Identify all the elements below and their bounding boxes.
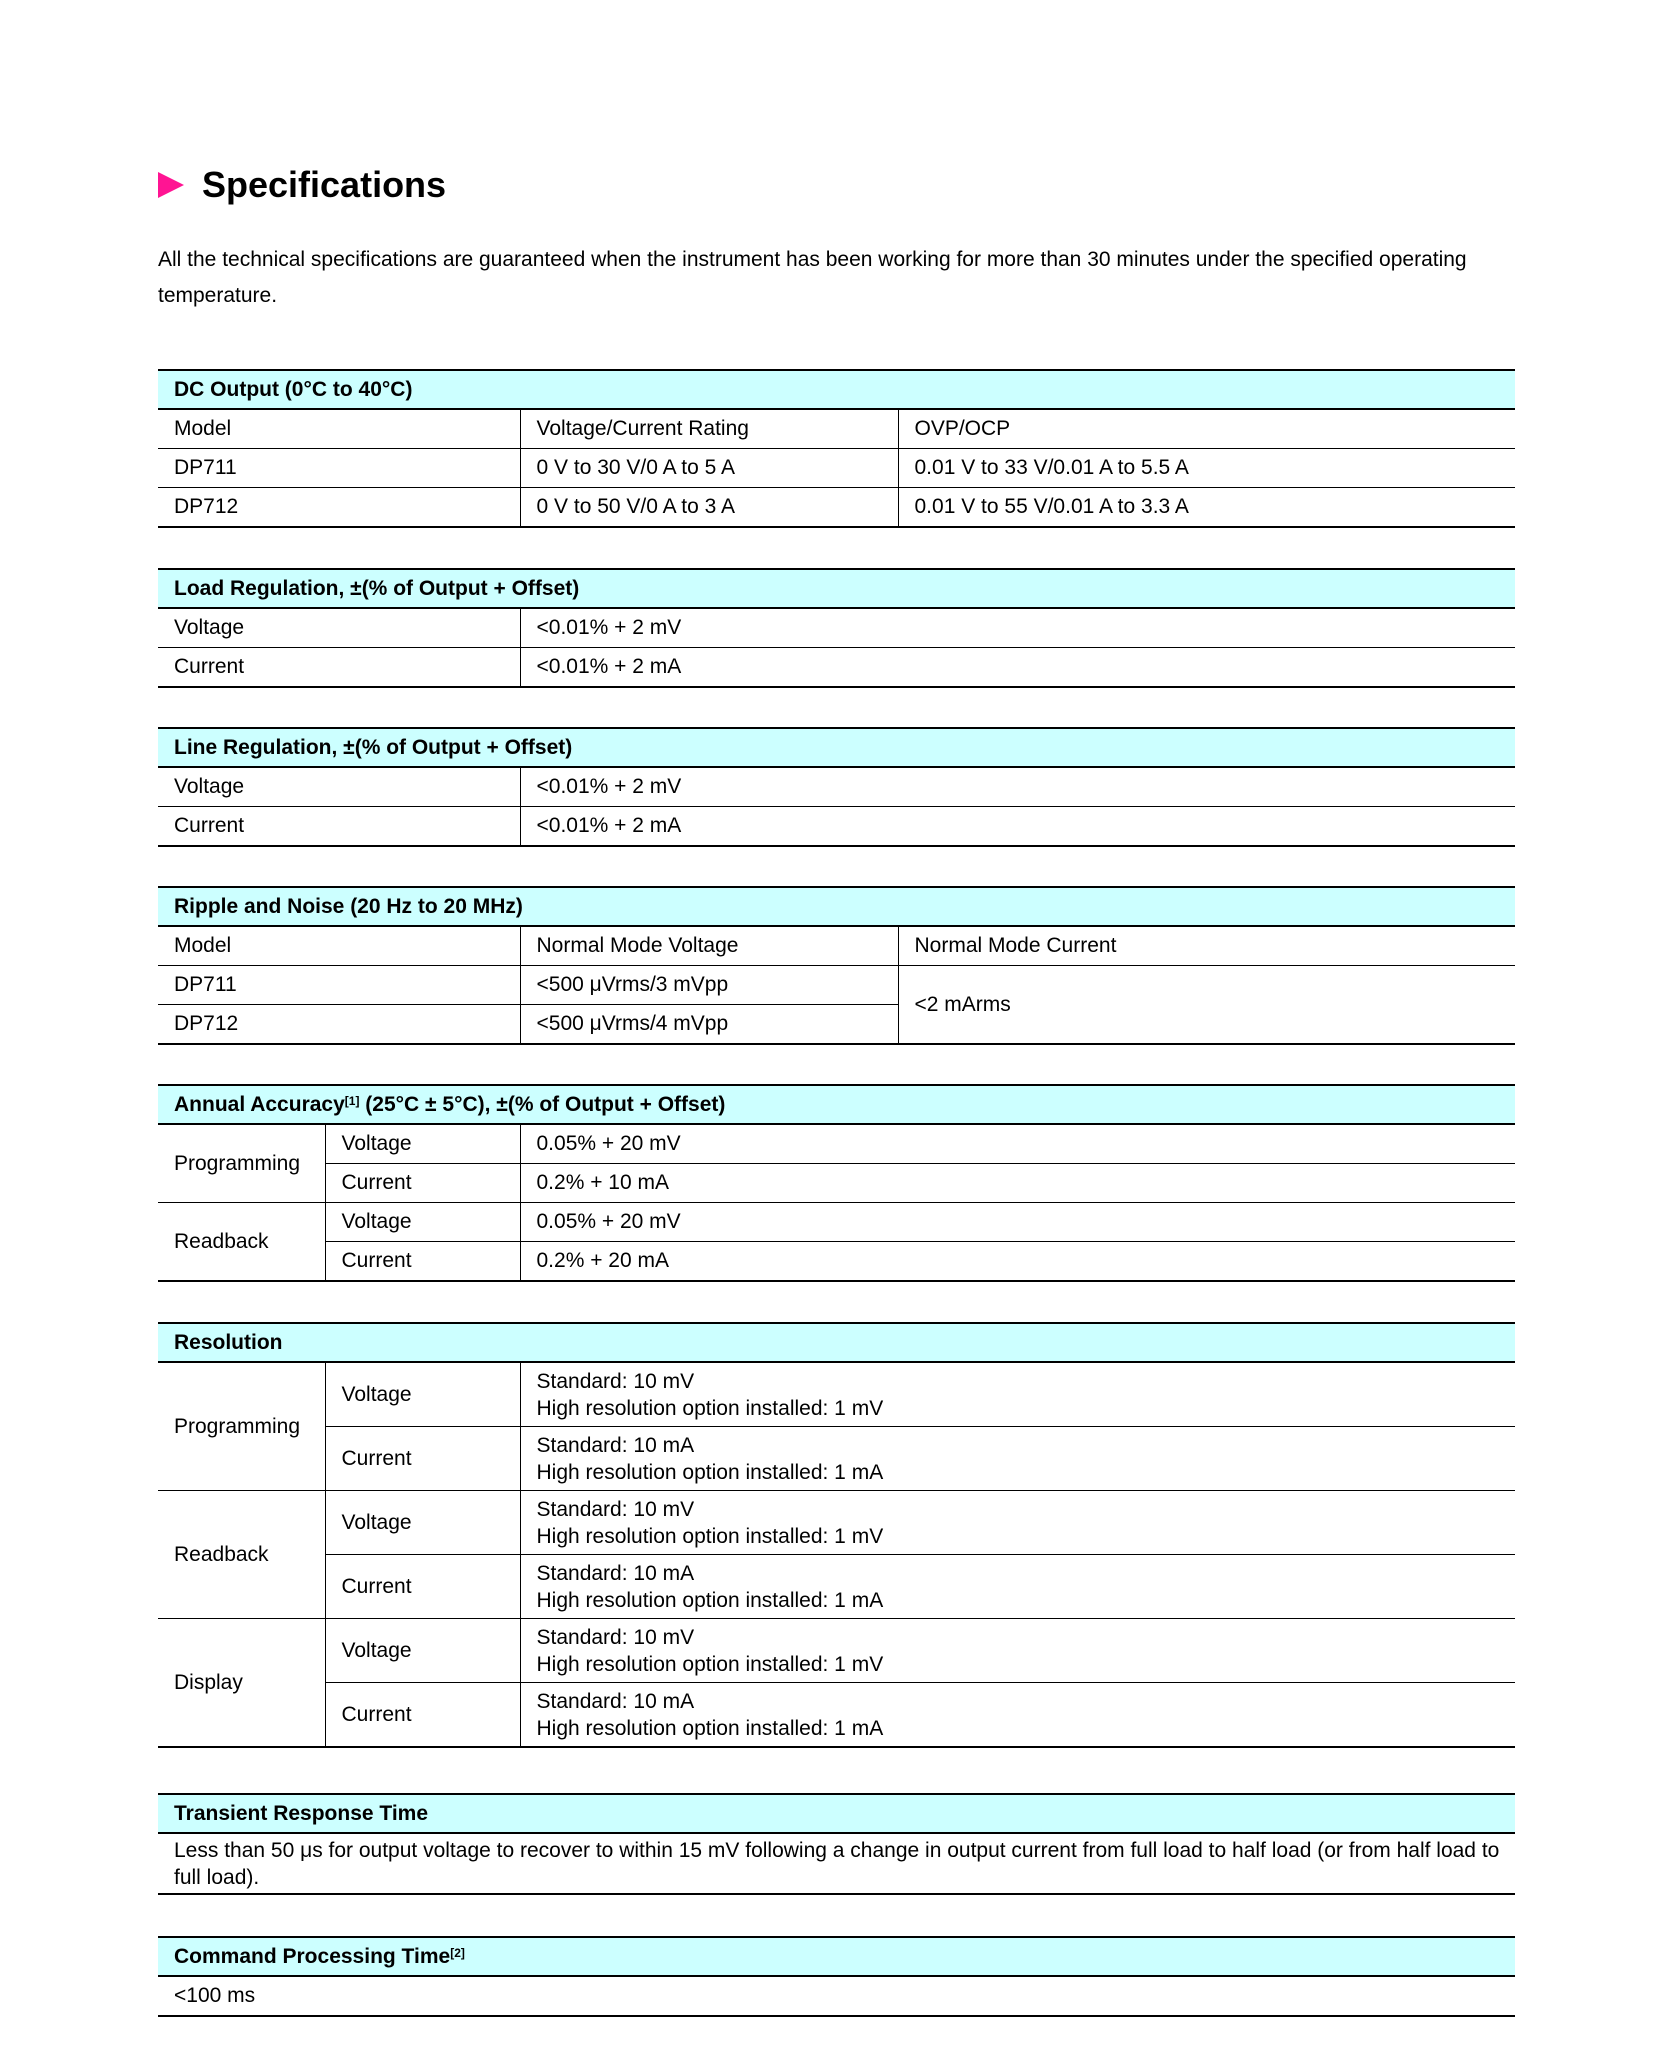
column-header: OVP/OCP	[898, 409, 1515, 449]
table-cell: Voltage	[158, 767, 520, 807]
command-processing-table	[158, 1936, 1515, 2017]
resolution-standard: Standard: 10 mA	[536, 1561, 695, 1585]
table-cell	[520, 1683, 1515, 1748]
table-cell: DP711	[158, 449, 520, 488]
table-cell: <500 μVrms/3 mVpp	[520, 966, 898, 1005]
group-label: Programming	[158, 1362, 325, 1491]
resolution-high: High resolution option installed: 1 mV	[536, 1524, 884, 1548]
table-cell: Voltage	[325, 1124, 520, 1164]
table-cell	[520, 1555, 1515, 1619]
table-title: Transient Response Time	[158, 1794, 1515, 1833]
table-cell: Current	[158, 807, 520, 847]
intro-paragraph: All the technical specifications are guaranteed when the instrument has been working for more than 30 minutes under the specified operating temperature.	[158, 248, 1467, 307]
resolution-high: High resolution option installed: 1 mA	[536, 1716, 884, 1740]
table-cell: 0.01 V to 33 V/0.01 A to 5.5 A	[898, 449, 1515, 488]
resolution-standard: Standard: 10 mV	[536, 1625, 695, 1649]
group-label: Programming	[158, 1124, 325, 1203]
table-cell: Voltage	[325, 1619, 520, 1683]
line-regulation-table	[158, 727, 1515, 847]
column-header: Model	[158, 409, 520, 449]
page-title: Specifications	[202, 164, 447, 205]
table-cell: Voltage	[325, 1203, 520, 1242]
table-cell: Current	[325, 1427, 520, 1491]
table-title	[158, 1085, 1515, 1124]
table-cell	[520, 1491, 1515, 1555]
table-cell: Current	[325, 1164, 520, 1203]
resolution-standard: Standard: 10 mV	[536, 1497, 695, 1521]
table-cell: 0.01 V to 55 V/0.01 A to 3.3 A	[898, 488, 1515, 528]
table-title: Load Regulation, ±(% of Output + Offset)	[158, 569, 1515, 608]
table-title: DC Output (0°C to 40°C)	[158, 370, 1515, 409]
resolution-standard: Standard: 10 mV	[536, 1369, 695, 1393]
load-regulation-table	[158, 568, 1515, 688]
resolution-high: High resolution option installed: 1 mA	[536, 1460, 884, 1484]
table-cell: Current	[325, 1242, 520, 1282]
table-title-text: Annual Accuracy	[174, 1092, 345, 1116]
column-header: Normal Mode Current	[898, 926, 1515, 966]
resolution-high: High resolution option installed: 1 mV	[536, 1652, 884, 1676]
group-label: Readback	[158, 1203, 325, 1282]
column-header: Normal Mode Voltage	[520, 926, 898, 966]
table-cell: Less than 50 μs for output voltage to recover to within 15 mV following a change in output current from full load to half load (or from half load to full load).	[158, 1833, 1515, 1894]
table-cell: DP712	[158, 488, 520, 528]
dc-output-table	[158, 369, 1515, 528]
resolution-standard: Standard: 10 mA	[536, 1433, 695, 1457]
column-header: Model	[158, 926, 520, 966]
table-cell: 0 V to 50 V/0 A to 3 A	[520, 488, 898, 528]
resolution-high: High resolution option installed: 1 mA	[536, 1588, 884, 1612]
table-cell: Current	[325, 1555, 520, 1619]
arrow-bullet-icon	[158, 172, 184, 198]
footnote-ref: [1]	[344, 1093, 360, 1108]
table-title-text: Command Processing Time	[174, 1944, 451, 1968]
table-cell: 0.05% + 20 mV	[520, 1203, 1515, 1242]
ripple-noise-table	[158, 886, 1515, 1045]
table-cell: Voltage	[158, 608, 520, 648]
annual-accuracy-table	[158, 1084, 1515, 1282]
table-cell: 0.2% + 20 mA	[520, 1242, 1515, 1282]
table-cell	[520, 1619, 1515, 1683]
table-title-text: (25°C ± 5°C), ±(% of Output + Offset)	[359, 1092, 726, 1116]
table-title: Ripple and Noise (20 Hz to 20 MHz)	[158, 887, 1515, 926]
table-cell: DP711	[158, 966, 520, 1005]
section-heading	[158, 160, 446, 210]
table-title	[158, 1937, 1515, 1976]
resolution-table	[158, 1322, 1515, 1748]
table-cell: <0.01% + 2 mA	[520, 807, 1515, 847]
resolution-high: High resolution option installed: 1 mV	[536, 1396, 884, 1420]
table-cell	[520, 1362, 1515, 1427]
resolution-standard: Standard: 10 mA	[536, 1689, 695, 1713]
table-cell: <0.01% + 2 mA	[520, 648, 1515, 688]
table-cell: 0 V to 30 V/0 A to 5 A	[520, 449, 898, 488]
table-cell: <500 μVrms/4 mVpp	[520, 1005, 898, 1045]
table-cell: <2 mArms	[898, 966, 1515, 1045]
table-cell: <0.01% + 2 mV	[520, 767, 1515, 807]
footnote-ref: [2]	[450, 1945, 465, 1960]
table-title: Resolution	[158, 1323, 1515, 1362]
table-cell: Voltage	[325, 1491, 520, 1555]
group-label: Display	[158, 1619, 325, 1748]
table-cell: <0.01% + 2 mV	[520, 608, 1515, 648]
table-cell: 0.2% + 10 mA	[520, 1164, 1515, 1203]
table-cell: DP712	[158, 1005, 520, 1045]
group-label: Readback	[158, 1491, 325, 1619]
transient-response-table	[158, 1793, 1515, 1895]
table-cell: Current	[158, 648, 520, 688]
table-cell: <100 ms	[158, 1976, 1515, 2016]
column-header: Voltage/Current Rating	[520, 409, 898, 449]
table-title: Line Regulation, ±(% of Output + Offset)	[158, 728, 1515, 767]
table-cell	[520, 1427, 1515, 1491]
table-cell: 0.05% + 20 mV	[520, 1124, 1515, 1164]
table-cell: Current	[325, 1683, 520, 1748]
table-cell: Voltage	[325, 1362, 520, 1427]
